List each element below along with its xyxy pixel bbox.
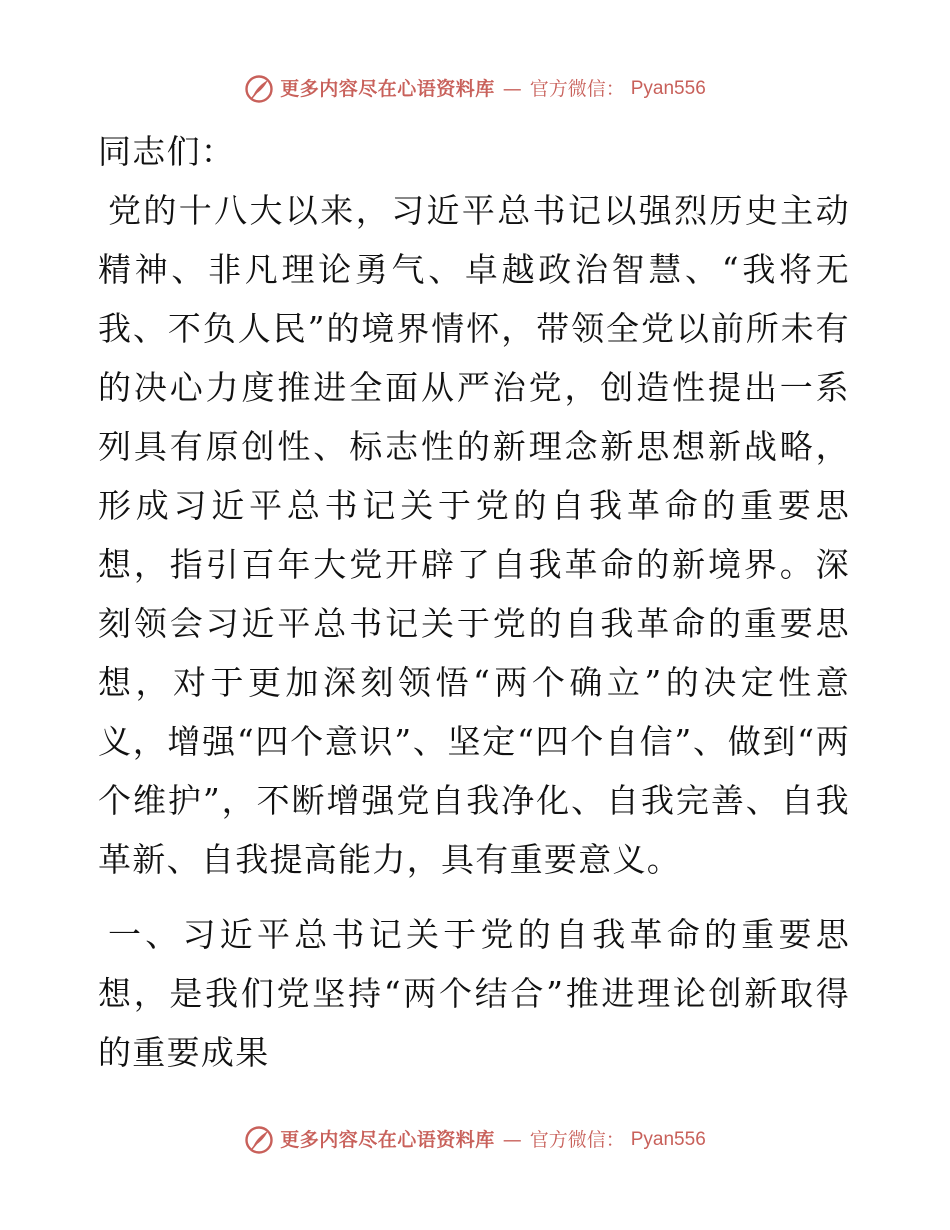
watermark-main-text: 更多内容尽在心语资料库 xyxy=(280,1129,495,1151)
watermark-header xyxy=(0,74,950,104)
feather-pen-icon xyxy=(244,1125,274,1155)
watermark-separator: — xyxy=(502,78,522,100)
watermark-wechat-label: 官方微信： xyxy=(529,78,625,100)
watermark-main-text: 更多内容尽在心语资料库 xyxy=(280,78,495,100)
section-heading: 一、习近平总书记关于党的自我革命的重要思想，是我们党坚持“两个结合”推进理论创新取得的重要成果 xyxy=(98,915,850,1072)
watermark-footer xyxy=(0,1125,950,1155)
watermark-wechat-label: 官方微信： xyxy=(529,1129,625,1151)
document-body xyxy=(98,122,850,1082)
watermark-separator: — xyxy=(502,1129,522,1151)
salutation: 同志们： xyxy=(98,132,236,171)
watermark-wechat-id: Pyan556 xyxy=(630,78,706,99)
watermark-wechat-id: Pyan556 xyxy=(630,1129,706,1150)
body-paragraph: 党的十八大以来，习近平总书记以强烈历史主动精神、非凡理论勇气、卓越政治智慧、“我将无我、不负人民”的境界情怀，带领全党以前所未有的决心力度推进全面从严治党，创造性提出一系列具有原创性、标志性的新理念新思想新战略，形成习近平总书记关于党的自我革命的重要思想，指引百年大党开辟了自我革命的新境界。深刻领会习近平总书记关于党的自我革命的重要思想，对于更加深刻领悟“两个确立”的决定性意义，增强“四个意识”、坚定“四个自信”、做到“两个维护”，不断增强党自我净化、自我完善、自我革新、自我提高能力，具有重要意义。 xyxy=(98,191,850,879)
feather-pen-icon xyxy=(244,74,274,104)
